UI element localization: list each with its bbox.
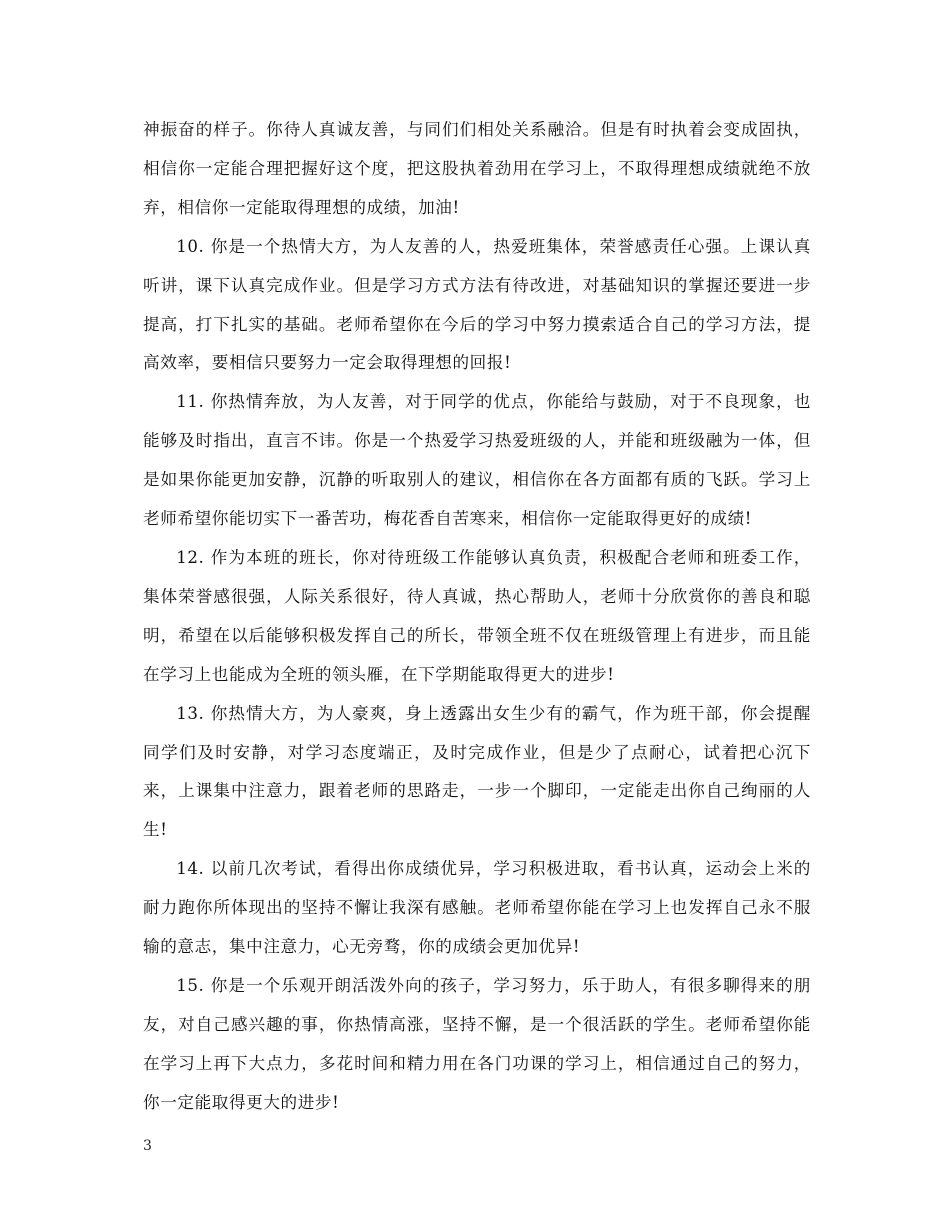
paragraph-comment-14: 14. 以前几次考试，看得出你成绩优异，学习积极进取，看书认真，运动会上米的耐力跑你所体现出的坚持不懈让我深有感触。老师希望你能在学习上也发挥自己永不服输的意志，集中注意力，心无旁骛，你的成绩会更加优异! — [143, 859, 811, 957]
document-body — [143, 111, 811, 1123]
paragraph-comment-13: 13. 你热情大方，为人豪爽，身上透露出女生少有的霸气，作为班干部，你会提醒同学们及时安静，对学习态度端正，及时完成作业，但是少了点耐心，试着把心沉下来，上课集中注意力，跟着老师的思路走，一步一个脚印，一定能走出你自己绚丽的人生! — [143, 703, 811, 840]
paragraph-comment-11: 11. 你热情奔放，为人友善，对于同学的优点，你能给与鼓励，对于不良现象，也能够及时指出，直言不讳。你是一个热爱学习热爱班级的人，并能和班级融为一体，但是如果你能更加安静，沉静的听取别人的建议，相信你在各方面都有质的飞跃。学习上老师希望你能切实下一番苦功，梅花香自苦寒来，相信你一定能取得更好的成绩! — [143, 392, 811, 529]
paragraph-comment-10: 10. 你是一个热情大方，为人友善的人，热爱班集体，荣誉感责任心强。上课认真听讲，课下认真完成作业。但是学习方式方法有待改进，对基础知识的掌握还要进一步提高，打下扎实的基础。老师希望你在今后的学习中努力摸索适合自己的学习方法，提高效率，要相信只要努力一定会取得理想的回报! — [143, 236, 811, 373]
paragraph-continued: 神振奋的样子。你待人真诚友善，与同们们相处关系融洽。但是有时执着会变成固执，相信你一定能合理把握好这个度，把这股执着劲用在学习上，不取得理想成绩就绝不放弃，相信你一定能取得理想的成绩，加油! — [143, 120, 811, 217]
paragraph-comment-12: 12. 作为本班的班长，你对待班级工作能够认真负责，积极配合老师和班委工作，集体荣誉感很强，人际关系很好，待人真诚，热心帮助人，老师十分欣赏你的善良和聪明，希望在以后能够积极发挥自己的所长，带领全班不仅在班级管理上有进步，而且能在学习上也能成为全班的领头雁，在下学期能取得更大的进步! — [143, 547, 811, 684]
paragraph-comment-15: 15. 你是一个乐观开朗活泼外向的孩子，学习努力，乐于助人，有很多聊得来的朋友，对自己感兴趣的事，你热情高涨，坚持不懈，是一个很活跃的学生。老师希望你能在学习上再下大点力，多花时间和精力用在各门功课的学习上，相信通过自己的努力，你一定能取得更大的进步! — [143, 975, 811, 1112]
page-number: 3 — [143, 1138, 152, 1154]
